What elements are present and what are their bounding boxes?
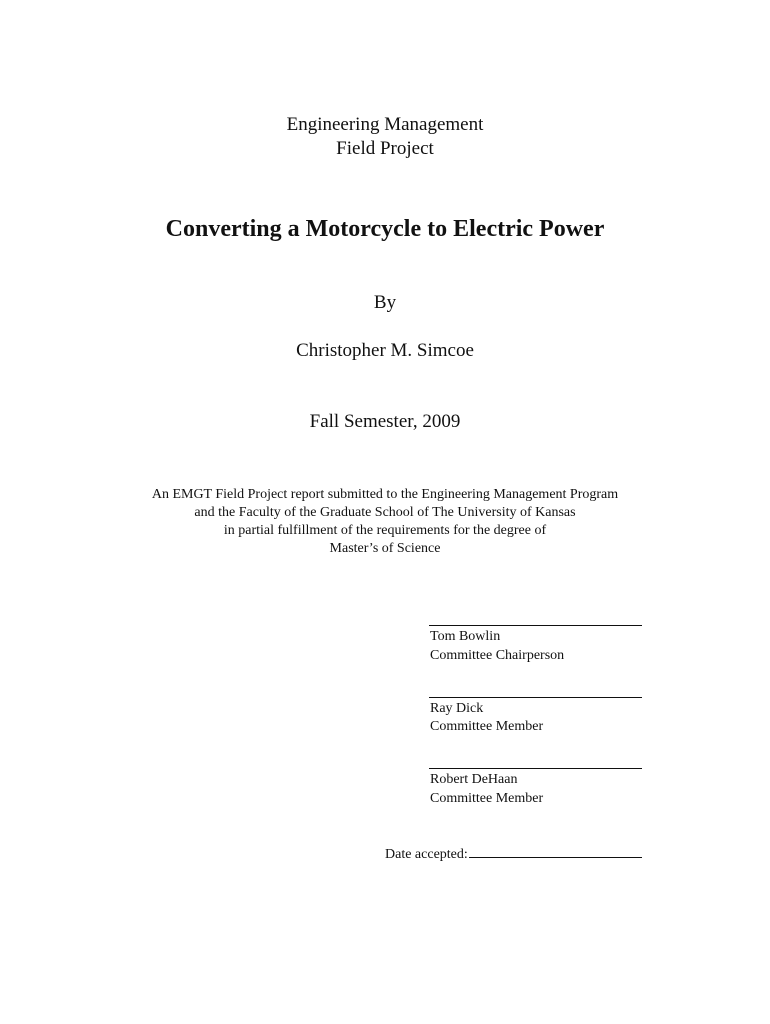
semester: Fall Semester, 2009 — [309, 411, 461, 432]
date-accepted-label: Date accepted: — [385, 847, 468, 862]
program-name: Engineering Management — [286, 114, 484, 135]
committee-member-name: Ray Dick — [430, 701, 484, 716]
statement-line-2: and the Faculty of the Graduate School of The University of Kansas — [194, 505, 576, 520]
committee-member-role: Committee Chairperson — [430, 648, 565, 663]
statement-line-1: An EMGT Field Project report submitted to the Engineering Management Program — [151, 487, 619, 502]
document-title: Converting a Motorcycle to Electric Power — [165, 216, 605, 242]
committee-member-role: Committee Member — [430, 719, 544, 734]
signature-line — [429, 697, 642, 698]
statement-line-3: in partial fulfillment of the requirements for the degree of — [223, 523, 547, 538]
committee-member-name: Robert DeHaan — [430, 772, 518, 787]
signature-line — [429, 768, 642, 769]
statement-line-4: Master’s of Science — [329, 541, 441, 556]
signature-line — [429, 625, 642, 626]
date-accepted — [385, 843, 642, 864]
by-label: By — [373, 292, 397, 313]
author-name: Christopher M. Simcoe — [296, 340, 474, 361]
committee-member-name: Tom Bowlin — [430, 629, 501, 644]
committee-member-role: Committee Member — [430, 791, 544, 806]
project-type: Field Project — [336, 138, 434, 159]
date-accepted-blank-line — [469, 843, 642, 858]
